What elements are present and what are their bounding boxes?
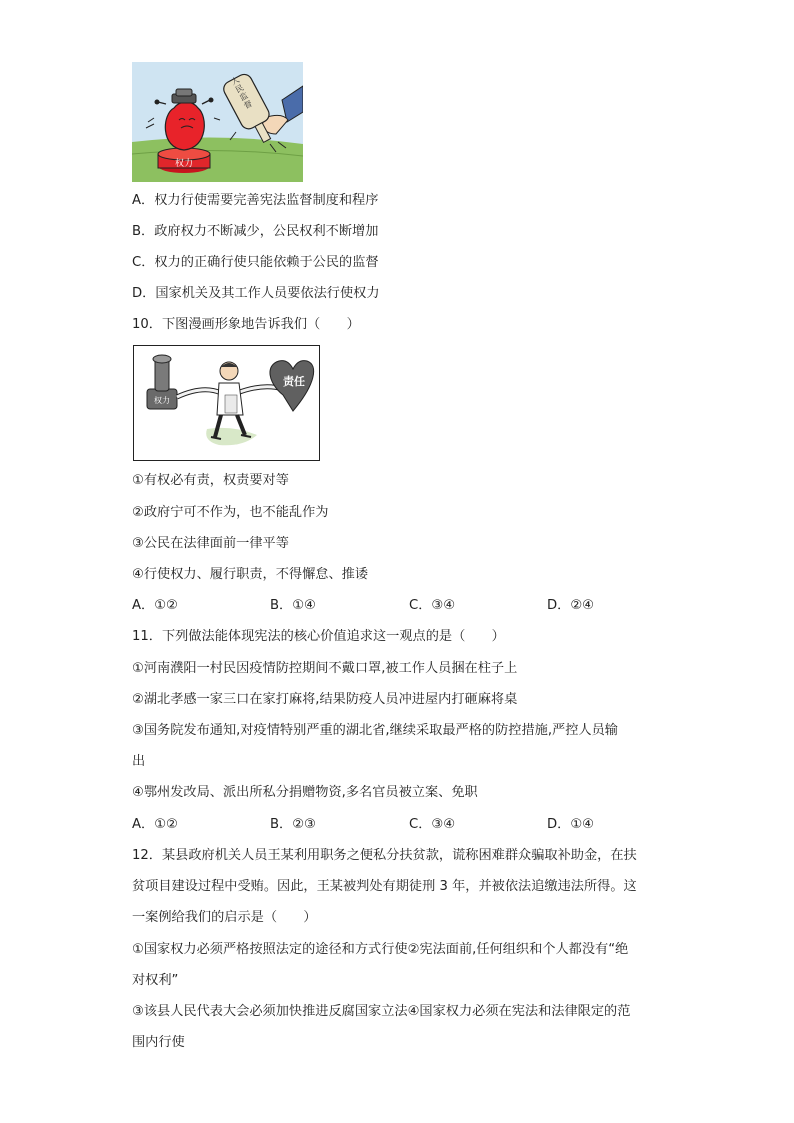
- q12-statement-1-cont: 对权利”: [132, 973, 179, 988]
- q10-statement-3: ③公民在法律面前一律平等: [132, 536, 289, 551]
- q9-cartoon: [132, 62, 303, 182]
- q11-stem: 11．下列做法能体现宪法的核心价值追求这一观点的是（ ）: [132, 629, 505, 644]
- q11-choice-a: A．①②: [132, 817, 178, 832]
- q10-choice-c: C．③④: [409, 598, 456, 613]
- q10-choice-a: A．①②: [132, 598, 178, 613]
- q12-stem-line-2: 贫项目建设过程中受贿。因此，王某被判处有期徒刑 3 年，并被依法追缴违法所得。这: [132, 879, 637, 894]
- q9-option-c: C．权力的正确行使只能依赖于公民的监督: [132, 255, 379, 270]
- q11-statement-3-cont: 出: [132, 754, 146, 769]
- q12-statement-2-cont: 围内行使: [132, 1035, 185, 1050]
- q11-choice-c: C．③④: [409, 817, 456, 832]
- q11-choice-b: B．②③: [270, 817, 316, 832]
- q11-statement-3: ③国务院发布通知,对疫情特别严重的湖北省,继续采取最严格的防控措施,严控人员输: [132, 723, 618, 738]
- q9-option-d: D．国家机关及其工作人员要依法行使权力: [132, 286, 380, 301]
- q10-heart-label: 责任: [283, 375, 305, 388]
- q10-choice-d: D．②④: [547, 598, 594, 613]
- q10-statement-4: ④行使权力、履行职责，不得懈怠、推诿: [132, 567, 369, 582]
- q9-option-b: B．政府权力不断减少，公民权利不断增加: [132, 224, 379, 239]
- q9-option-a: A．权力行使需要完善宪法监督制度和程序: [132, 193, 379, 208]
- q10-weight-label: 权力: [154, 396, 170, 405]
- q12-stem-line-1: 12．某县政府机关人员王某利用职务之便私分扶贫款，谎称困难群众骗取补助金，在扶: [132, 848, 637, 863]
- q10-choice-b: B．①④: [270, 598, 316, 613]
- q11-statement-1: ①河南濮阳一村民因疫情防控期间不戴口罩,被工作人员捆在柱子上: [132, 661, 518, 676]
- q11-statement-4: ④鄂州发改局、派出所私分捐赠物资,多名官员被立案、免职: [132, 785, 478, 800]
- q12-statement-1: ①国家权力必须严格按照法定的途径和方式行使②宪法面前,任何组织和个人都没有“绝: [132, 942, 629, 957]
- q10-statement-1: ①有权必有责，权责要对等: [132, 473, 289, 488]
- q9-badge-label: 权力: [174, 159, 194, 169]
- q12-stem-line-3: 一案例给我们的启示是（ ）: [132, 910, 317, 925]
- q10-cartoon: [133, 345, 320, 461]
- q11-choice-d: D．①④: [547, 817, 594, 832]
- q10-statement-2: ②政府宁可不作为，也不能乱作为: [132, 505, 329, 520]
- q9-banner-label: 人民监督: [229, 74, 255, 111]
- q10-stem: 10．下图漫画形象地告诉我们（ ）: [132, 317, 360, 332]
- q12-statement-2: ③该县人民代表大会必须加快推进反腐国家立法④国家权力必须在宪法和法律限定的范: [132, 1004, 631, 1019]
- q11-statement-2: ②湖北孝感一家三口在家打麻将,结果防疫人员冲进屋内打砸麻将桌: [132, 692, 518, 707]
